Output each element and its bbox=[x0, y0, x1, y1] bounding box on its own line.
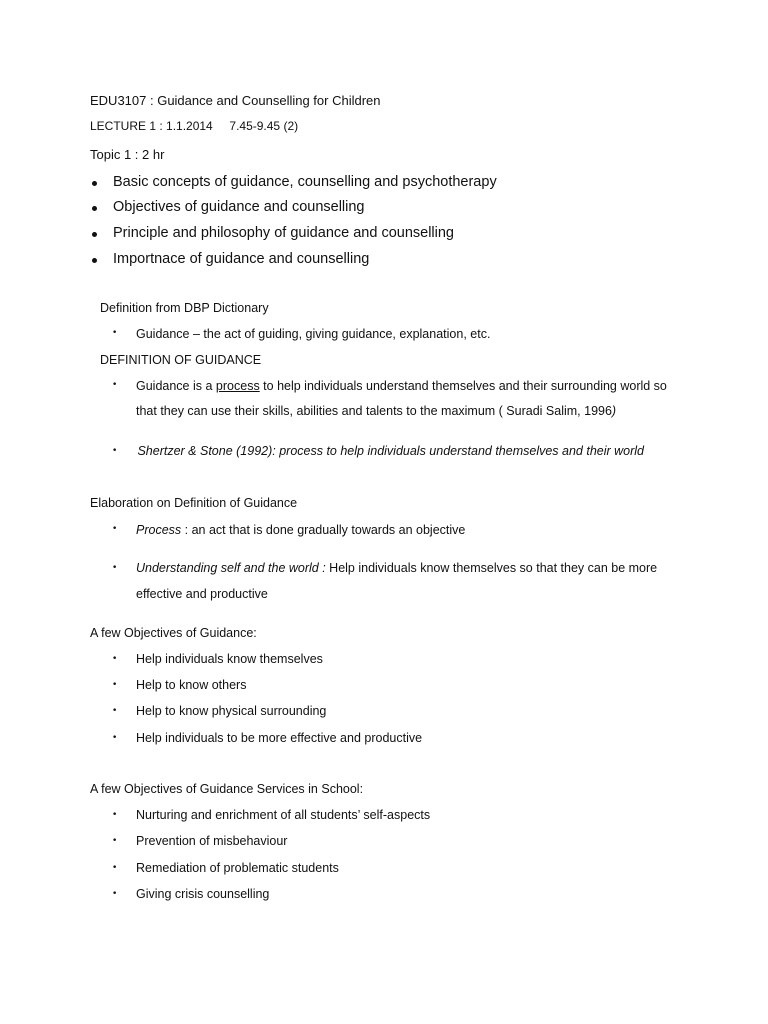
school-item: Prevention of misbehaviour bbox=[136, 834, 288, 848]
topic-item: Basic concepts of guidance, counselling and psychotherapy bbox=[113, 174, 497, 190]
bullet-icon: • bbox=[112, 863, 118, 873]
bullet-icon: • bbox=[112, 810, 118, 820]
elaboration-text-1: : an act that is done gradually towards an objective bbox=[181, 523, 466, 537]
bullet-icon: • bbox=[112, 563, 118, 573]
objective-item: Help individuals know themselves bbox=[136, 652, 323, 666]
bullet-icon bbox=[92, 232, 97, 237]
topic-line: Topic 1 : 2 hr bbox=[90, 147, 165, 162]
bullet-icon: • bbox=[112, 680, 118, 690]
bullet-icon: • bbox=[112, 733, 118, 743]
elaboration-item-2-line2: effective and productive bbox=[136, 587, 268, 601]
school-item: Remediation of problematic students bbox=[136, 861, 339, 875]
dbp-item: Guidance – the act of guiding, giving guidance, explanation, etc. bbox=[136, 327, 491, 341]
topic-item: Objectives of guidance and counselling bbox=[113, 199, 365, 215]
topic-item: Principle and philosophy of guidance and counselling bbox=[113, 225, 454, 241]
bullet-icon bbox=[92, 258, 97, 263]
definition-item-1 bbox=[136, 378, 667, 394]
objectives-heading: A few Objectives of Guidance: bbox=[90, 626, 257, 640]
bullet-icon: • bbox=[112, 836, 118, 846]
bullet-icon: • bbox=[112, 706, 118, 716]
bullet-icon bbox=[92, 206, 97, 211]
bullet-icon: • bbox=[112, 524, 118, 534]
definition-item-1-line2 bbox=[136, 403, 616, 419]
school-item: Giving crisis counselling bbox=[136, 887, 270, 901]
objective-item: Help individuals to be more effective and productive bbox=[136, 731, 423, 745]
elaboration-item-2 bbox=[136, 560, 657, 576]
definition-heading: DEFINITION OF GUIDANCE bbox=[100, 353, 262, 367]
course-title: EDU3107 : Guidance and Counselling for Children bbox=[90, 93, 381, 108]
objective-item: Help to know physical surrounding bbox=[136, 704, 327, 718]
process-term: process bbox=[215, 379, 260, 393]
elaboration-term-2: Understanding self and the world : bbox=[136, 561, 330, 575]
definition-item-2: Shertzer & Stone (1992): process to help individuals understand themselves and their world bbox=[134, 444, 645, 458]
bullet-icon: • bbox=[112, 446, 118, 456]
definition-item-1-pre: Guidance is a bbox=[136, 379, 216, 393]
elaboration-item-1 bbox=[136, 522, 465, 538]
bullet-icon: • bbox=[112, 380, 118, 390]
definition-item-1-post: to help individuals understand themselves and their surrounding world so bbox=[259, 379, 667, 393]
elaboration-heading: Elaboration on Definition of Guidance bbox=[90, 496, 298, 510]
dbp-heading: Definition from DBP Dictionary bbox=[100, 301, 269, 315]
school-item: Nurturing and enrichment of all students’ self-aspects bbox=[136, 808, 431, 822]
school-heading: A few Objectives of Guidance Services in School: bbox=[90, 782, 364, 796]
elaboration-term-1: Process bbox=[136, 523, 182, 537]
elaboration-text-2: Help individuals know themselves so that they can be more bbox=[329, 561, 658, 575]
definition-item-1-line2-text: that they can use their skills, abilities and talents to the maximum ( Suradi Salim, 1996 bbox=[136, 404, 612, 418]
bullet-icon: • bbox=[112, 654, 118, 664]
topic-item: Importnace of guidance and counselling bbox=[113, 251, 370, 267]
bullet-icon bbox=[92, 181, 97, 186]
objective-item: Help to know others bbox=[136, 678, 247, 692]
bullet-icon: • bbox=[112, 889, 118, 899]
lecture-line: LECTURE 1 : 1.1.2014 7.45-9.45 (2) bbox=[90, 119, 299, 133]
bullet-icon: • bbox=[112, 328, 118, 338]
definition-item-1-close: ) bbox=[611, 404, 617, 418]
